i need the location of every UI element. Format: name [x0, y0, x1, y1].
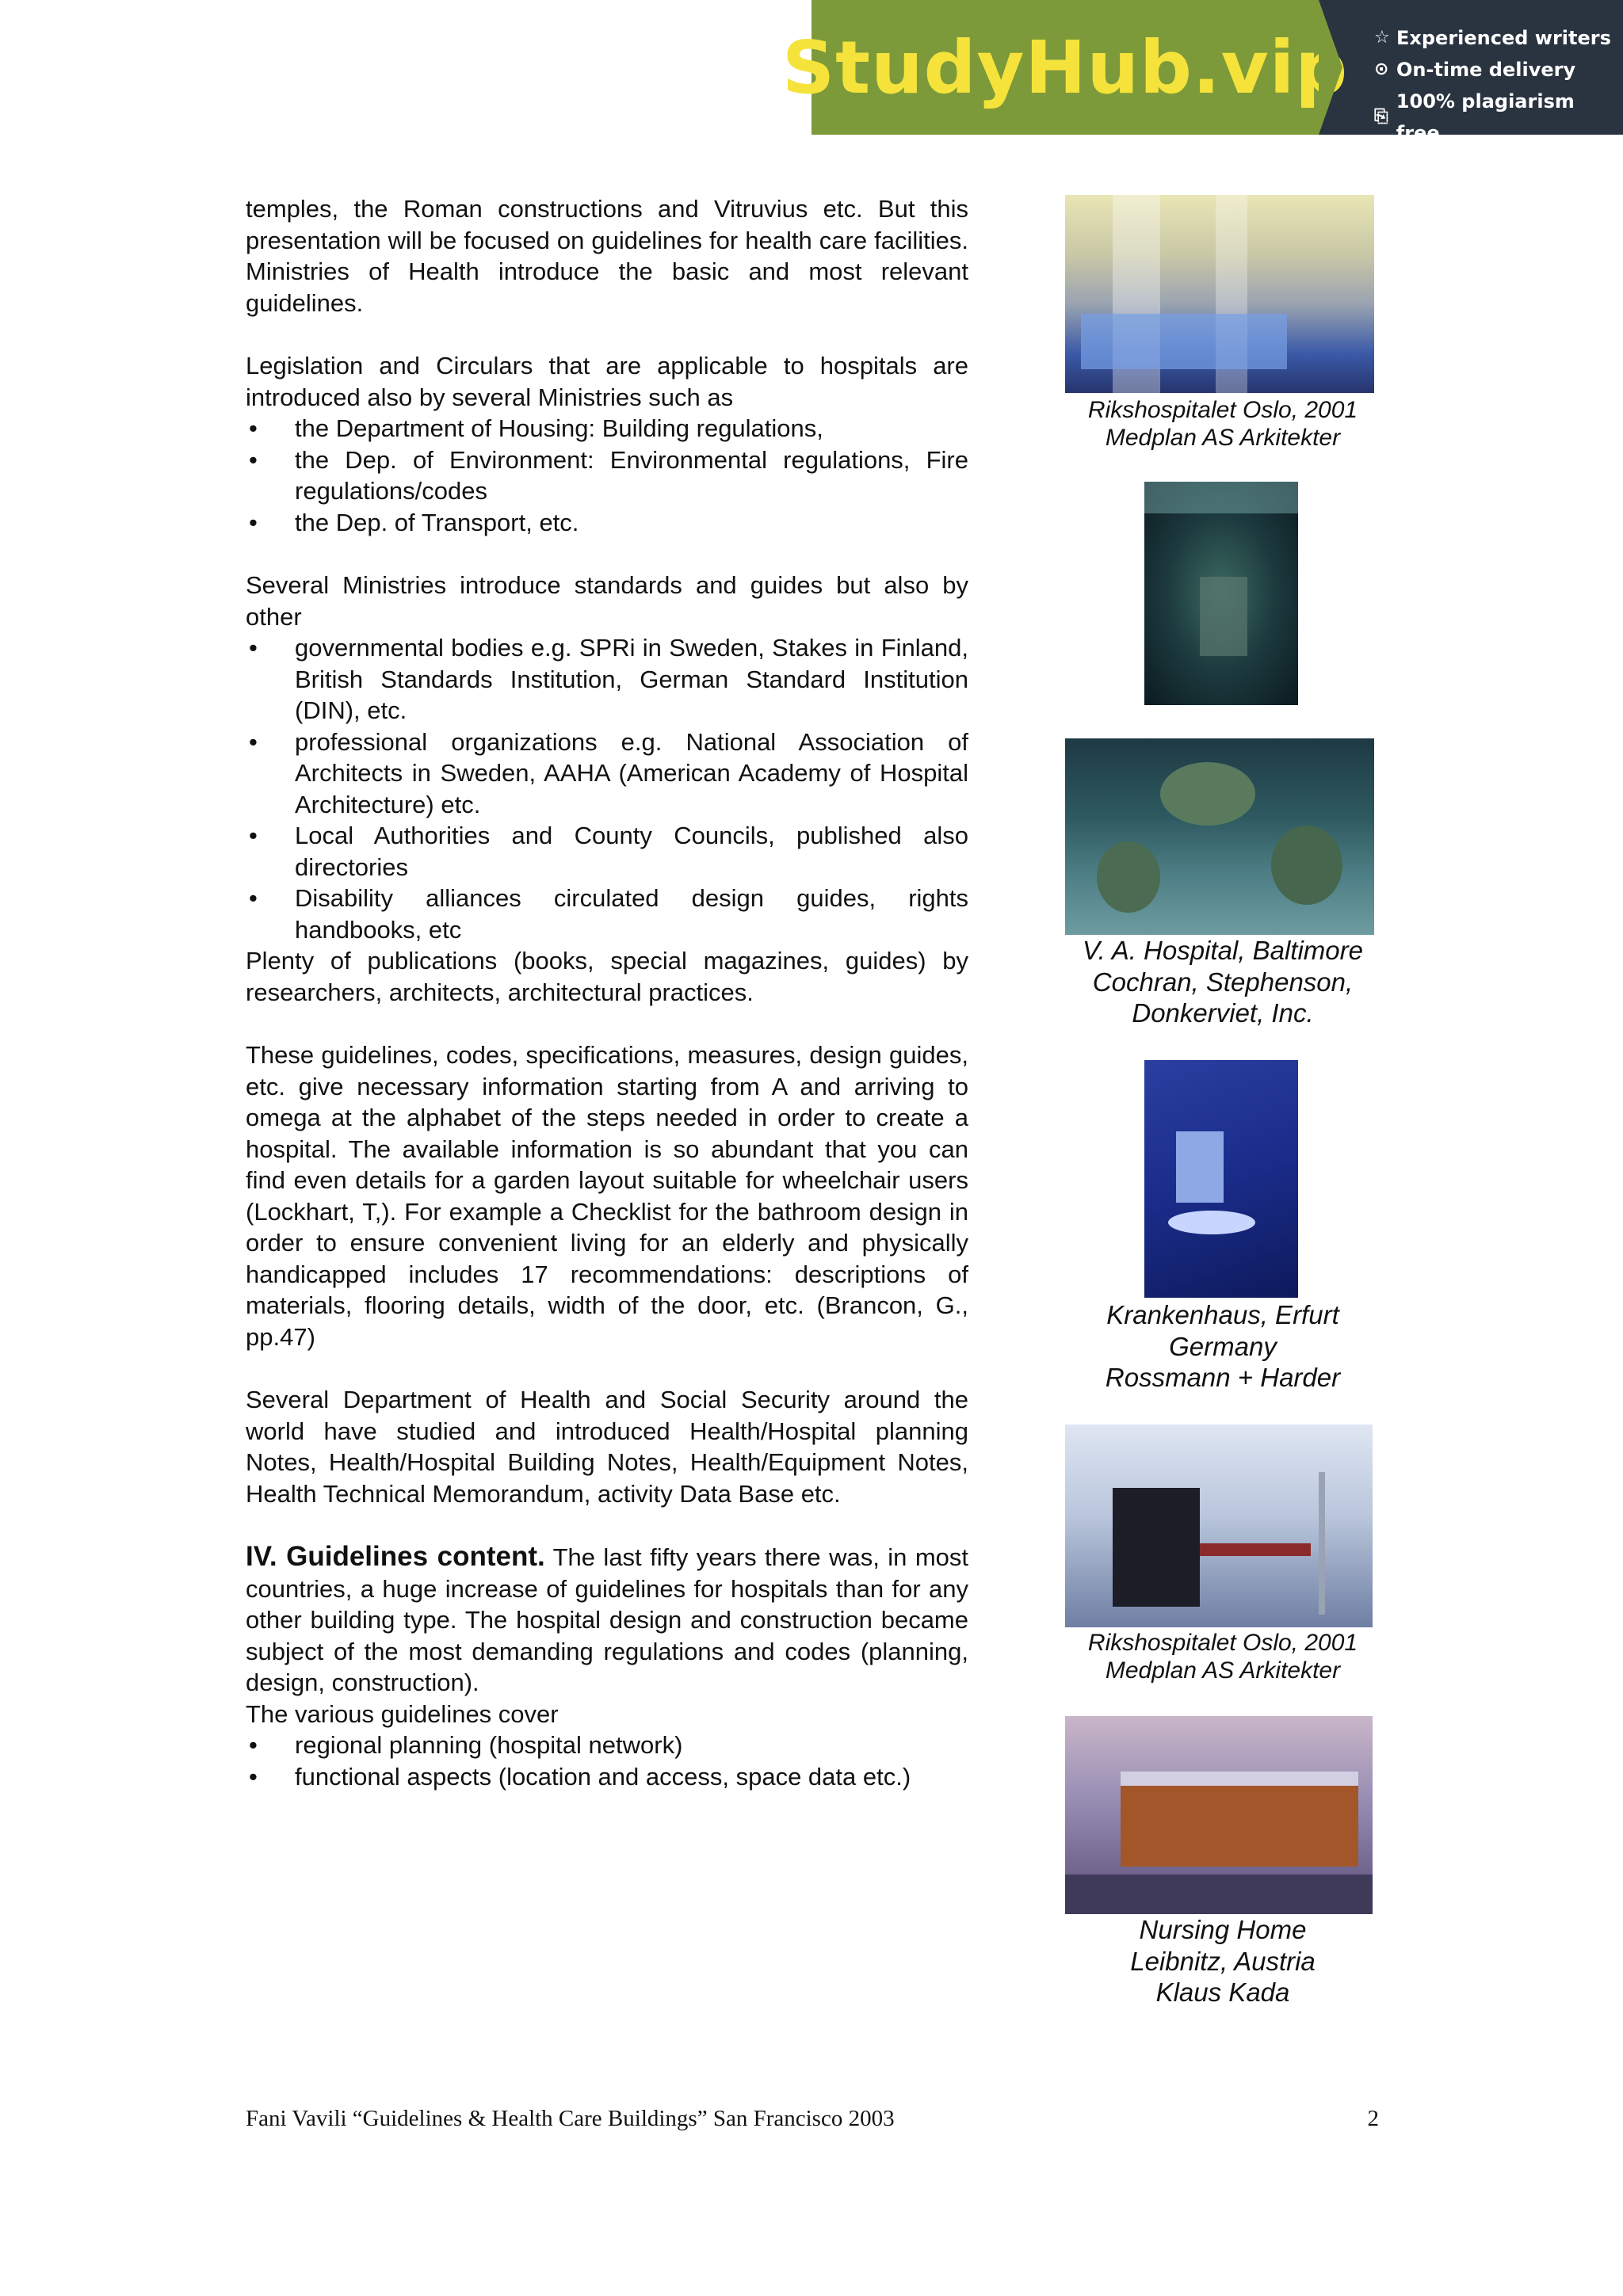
studyhub-banner[interactable]	[781, 0, 1623, 144]
photo-wheelchair	[1065, 1425, 1373, 1627]
bullet-list	[246, 632, 968, 945]
page-footer	[246, 2106, 1379, 2132]
list-item: • regional planning (hospital network)	[246, 1730, 968, 1761]
logo-text: StudyHub.vip	[781, 25, 1349, 110]
feature-ontime: ⊙ On-time delivery	[1374, 54, 1623, 86]
list-item: • professional organizations e.g. National Association of Architects in Sweden, AAHA (American Academy of Hospital Architecture) etc.	[246, 727, 968, 821]
photo-nursing-home	[1065, 1716, 1373, 1914]
list-item: • Local Authorities and County Councils, published also directories	[246, 820, 968, 883]
document-icon: ⎘	[1374, 107, 1388, 127]
feature-experienced: ☆ Experienced writers	[1374, 22, 1623, 54]
photo-atrium-2	[1065, 738, 1374, 935]
caption-4: Rikshospitalet Oslo, 2001 Medplan AS Arkitekter	[1087, 1630, 1358, 1684]
bullet-list	[246, 1730, 968, 1792]
list-item: • functional aspects (location and access, space data etc.)	[246, 1761, 968, 1793]
list-item: • the Dep. of Environment: Environmental regulations, Fire regulations/codes	[246, 444, 968, 507]
paragraph: Several Ministries introduce standards and guides but also by other	[246, 571, 968, 631]
section-heading: IV. Guidelines content.	[246, 1541, 545, 1572]
feature-plagiarism: ⎘ 100% plagiarism free	[1374, 90, 1575, 144]
page-number: 2	[1367, 2106, 1379, 2131]
photo-blue-kiosk	[1144, 1060, 1298, 1298]
banner-features	[1319, 0, 1623, 144]
list-item: • Disability alliances circulated design guides, rights handbooks, etc	[246, 883, 968, 945]
main-text-column	[246, 193, 968, 1792]
paragraph: The various guidelines cover	[246, 1699, 559, 1728]
list-item: • governmental bodies e.g. SPRi in Sweden, Stakes in Finland, British Standards Institution, German Standard Institution (DIN), etc.	[246, 632, 968, 727]
list-item: • the Dep. of Transport, etc.	[246, 507, 968, 539]
paragraph: Several Department of Health and Social Security around the world have studied and introduced Health/Hospital planning Notes, Health/Hospital Building Notes, Health/Equipment Notes, Health Technical Memorandum, activity Data Base etc.	[246, 1386, 968, 1508]
paragraph: These guidelines, codes, specifications, measures, design guides, etc. give necessary information starting from A and arriving to omega at the alphabet of the steps needed in order to create a hospital. The available information is so abundant that you can find even details for a garden layout suitable for wheelchair users (Lockhart, T,). For example a Checklist for the bathroom design in order to ensure convenient living for an elderly and physically handicapped includes 17 recommendations: descriptions of materials, flooring details, width of the door, etc. (Brancon, G., pp.47)	[246, 1041, 968, 1351]
paragraph: Plenty of publications (books, special magazines, guides) by researchers, architects, architectural practices.	[246, 947, 968, 1006]
caption-1: Rikshospitalet Oslo, 2001 Medplan AS Arkitekter	[1087, 397, 1358, 451]
photo-atrium-1	[1144, 482, 1298, 705]
caption-5: Nursing Home Leibnitz, Austria Klaus Kada	[1130, 1915, 1316, 2007]
paragraph: Legislation and Circulars that are applicable to hospitals are introduced also by several Ministries such as	[246, 352, 968, 411]
bullet-list	[246, 413, 968, 538]
clock-icon: ⊙	[1374, 59, 1389, 79]
caption-3: Krankenhaus, Erfurt Germany Rossmann + Harder	[1105, 1300, 1341, 1392]
star-icon: ☆	[1374, 28, 1390, 48]
paragraph: temples, the Roman constructions and Vitruvius etc. But this presentation will be focused on guidelines for health care facilities. Ministries of Health introduce the basic and most relevant guidelines.	[246, 195, 968, 317]
caption-2: V. A. Hospital, Baltimore Cochran, Stephenson, Donkerviet, Inc.	[1083, 936, 1363, 1028]
studyhub-logo[interactable]	[781, 0, 1349, 135]
footer-citation: Fani Vavili “Guidelines & Health Care Buildings” San Francisco 2003	[246, 2106, 895, 2131]
paragraph: IV. Guidelines content. The last fifty years there was, in most countries, a huge increase of guidelines for hospitals than for any other building type. The hospital design and construction became subject of the most demanding regulations and codes (planning, design, construction).	[246, 1541, 968, 1696]
list-item: • the Department of Housing: Building regulations,	[246, 413, 968, 444]
photo-hospital-room	[1065, 195, 1374, 393]
